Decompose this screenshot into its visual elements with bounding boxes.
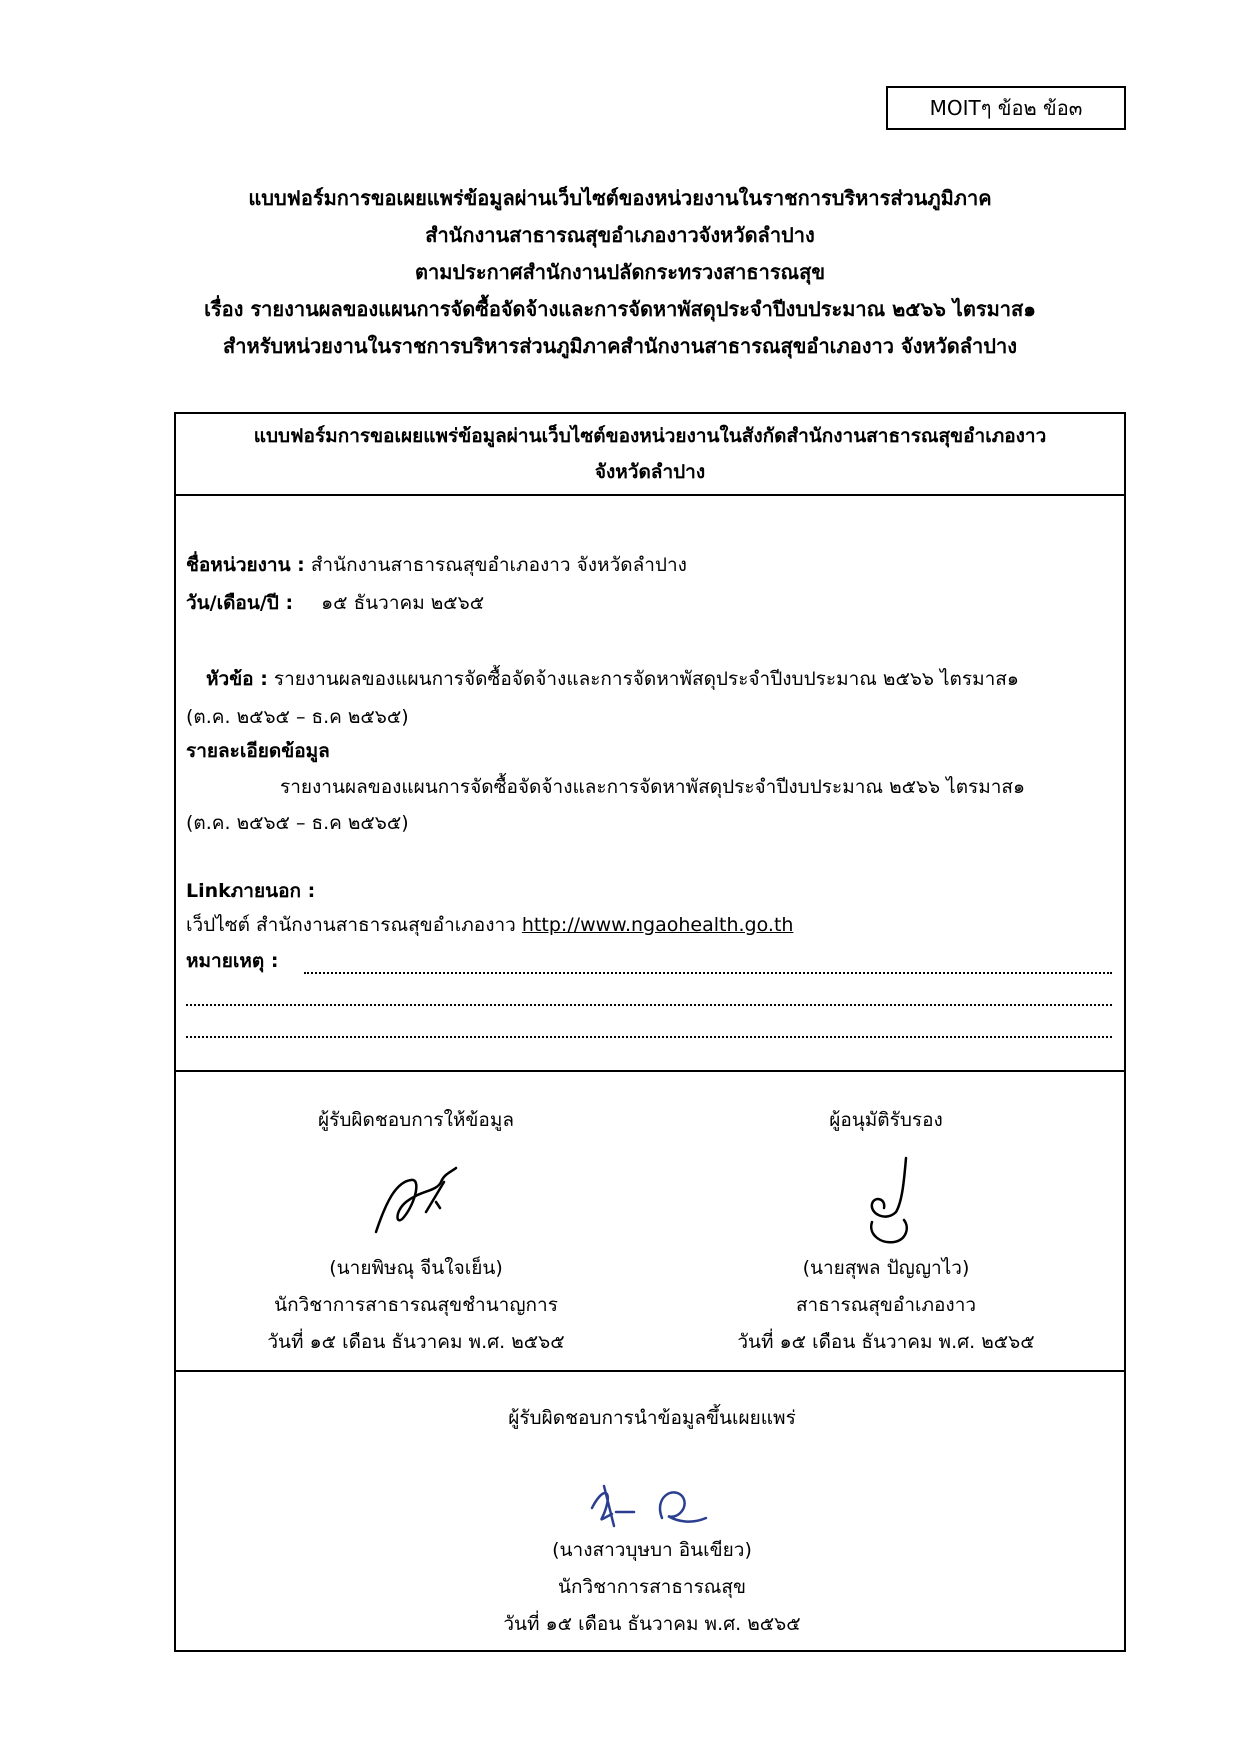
website-link[interactable]: http://www.ngaohealth.go.th (521, 914, 794, 936)
header-line-5: สำหรับหน่วยงานในราชการบริหารส่วนภูมิภาคสำนักงานสาธารณสุขอำเภองาว จังหวัดลำปาง (223, 334, 1017, 358)
note-dotted-line-1 (304, 972, 1112, 974)
approver-details (666, 1250, 1106, 1361)
unit-label: ชื่อหน่วยงาน : (186, 554, 305, 576)
link-row (186, 910, 793, 940)
approval-section (176, 1072, 1124, 1372)
form-title-section (176, 414, 1124, 496)
unit-value: สำนักงานสาธารณสุขอำเภองาว จังหวัดลำปาง (310, 554, 687, 576)
provider-name: (นายพิษณุ จีนใจเย็น) (329, 1257, 503, 1279)
provider-signature (366, 1162, 466, 1242)
publisher-details (432, 1532, 872, 1643)
header-line-2: สำนักงานสาธารณสุขอำเภองาวจังหวัดลำปาง (425, 223, 815, 247)
provider-position: นักวิชาการสาธารณสุขชำนาญการ (274, 1294, 558, 1316)
provider-role: ผู้รับผิดชอบการให้ข้อมูล (318, 1109, 514, 1131)
form-code: MOITๆ ข้อ๒ ข้อ๓ (929, 96, 1083, 120)
note-dotted-line-3 (186, 1036, 1112, 1038)
provider-signer (196, 1102, 636, 1139)
form-title-line-2: จังหวัดลำปาง (594, 461, 706, 483)
topic-value: รายงานผลของแผนการจัดซื้อจัดจ้างและการจัดหาพัสดุประจำปีงบประมาณ ๒๕๖๖ ไตรมาส๑ (273, 668, 1019, 690)
provider-details (196, 1250, 636, 1361)
approver-date: วันที่ ๑๕ เดือน ธันวาคม พ.ศ. ๒๕๖๕ (737, 1331, 1035, 1353)
publisher-role: ผู้รับผิดชอบการนำข้อมูลขึ้นเผยแพร่ (508, 1407, 796, 1429)
link-label: Linkภายนอก : (186, 880, 316, 902)
date-row (186, 588, 484, 618)
publication-form (174, 412, 1126, 1652)
detail-label: รายละเอียดข้อมูล (186, 740, 330, 762)
form-title-line-1: แบบฟอร์มการขอเผยแพร่ข้อมูลผ่านเว็บไซต์ของหน่วยงานในสังกัดสำนักงานสาธารณสุขอำเภองาว (253, 425, 1047, 447)
link-prefix: เว็ปไซต์ สำนักงานสาธารณสุขอำเภองาว (186, 914, 516, 936)
approver-role: ผู้อนุมัติรับรอง (829, 1109, 943, 1131)
document-header (60, 180, 1180, 365)
provider-date: วันที่ ๑๕ เดือน ธันวาคม พ.ศ. ๒๕๖๕ (267, 1331, 565, 1353)
topic-label: หัวข้อ : (206, 668, 268, 690)
publisher-signer (432, 1400, 872, 1437)
publisher-name: (นางสาวบุษบา อินเขียว) (552, 1539, 752, 1561)
publisher-section (176, 1372, 1124, 1652)
note-label: หมายเหตุ : (186, 950, 279, 972)
date-value: ๑๕ ธันวาคม ๒๕๖๕ (321, 592, 485, 614)
details-section (176, 496, 1124, 1072)
unit-row (186, 550, 687, 580)
approver-position: สาธารณสุขอำเภองาว (795, 1294, 977, 1316)
approver-signature (856, 1152, 926, 1252)
approver-name: (นายสุพล ปัญญาไว) (802, 1257, 970, 1279)
topic-row (206, 664, 1019, 694)
date-label: วัน/เดือน/ปี : (186, 592, 294, 614)
topic-continuation: (ต.ค. ๒๕๖๕ – ธ.ค ๒๕๖๕) (186, 706, 409, 728)
header-line-1: แบบฟอร์มการขอเผยแพร่ข้อมูลผ่านเว็บไซต์ของหน่วยงานในราชการบริหารส่วนภูมิภาค (248, 186, 992, 210)
header-line-3: ตามประกาศสำนักงานปลัดกระทรวงสาธารณสุข (414, 260, 825, 284)
publisher-date: วันที่ ๑๕ เดือน ธันวาคม พ.ศ. ๒๕๖๕ (503, 1613, 801, 1635)
detail-continuation: (ต.ค. ๒๕๖๕ – ธ.ค ๒๕๖๕) (186, 812, 409, 834)
header-line-4: เรื่อง รายงานผลของแผนการจัดซื้อจัดจ้างและการจัดหาพัสดุประจำปีงบประมาณ ๒๕๖๖ ไตรมาส๑ (204, 297, 1036, 321)
publisher-position: นักวิชาการสาธารณสุข (557, 1576, 747, 1598)
publisher-signature (582, 1478, 722, 1538)
approver-signer (666, 1102, 1106, 1139)
detail-value: รายงานผลของแผนการจัดซื้อจัดจ้างและการจัดหาพัสดุประจำปีงบประมาณ ๒๕๖๖ ไตรมาส๑ (280, 776, 1026, 798)
note-dotted-line-2 (186, 1004, 1112, 1006)
form-code-box (886, 86, 1126, 130)
